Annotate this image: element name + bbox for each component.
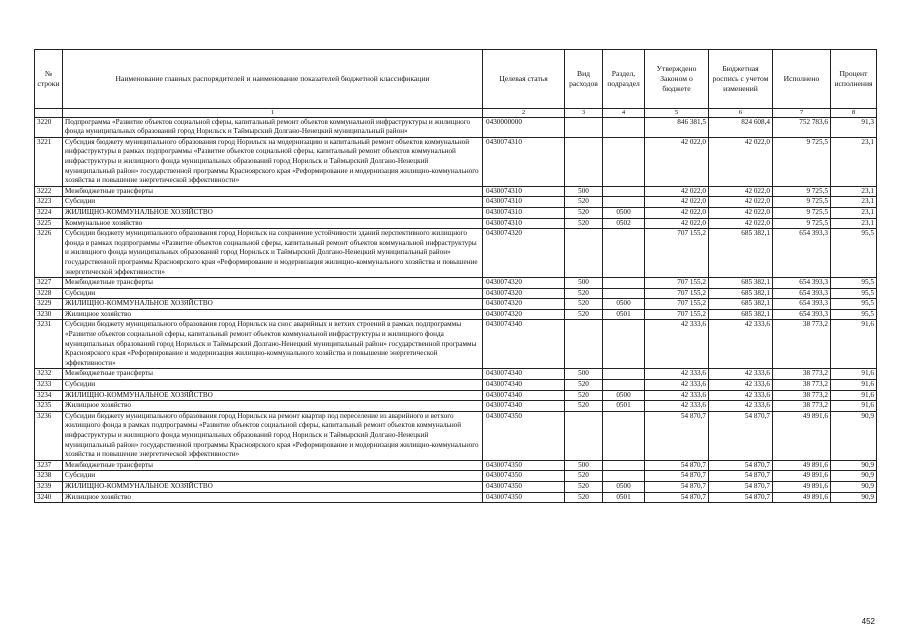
table-row — [35, 117, 877, 137]
row-budget-cell: 54 870,7 — [709, 411, 773, 460]
table-row — [35, 320, 877, 369]
row-executed-cell: 9 725,5 — [773, 186, 831, 197]
row-name-cell: ЖИЛИЩНО-КОММУНАЛЬНОЕ ХОЗЯЙСТВО — [63, 207, 483, 218]
table-row — [35, 369, 877, 380]
row-name-cell: Субсидии — [63, 197, 483, 208]
row-number-cell: 3234 — [35, 390, 63, 401]
row-percent-cell: 91,6 — [831, 401, 877, 412]
row-executed-cell: 654 393,3 — [773, 288, 831, 299]
table-row — [35, 288, 877, 299]
column-number — [35, 109, 63, 118]
row-executed-cell: 38 773,2 — [773, 380, 831, 391]
row-section-cell — [603, 278, 645, 289]
row-executed-cell: 654 393,3 — [773, 229, 831, 278]
row-budget-cell: 42 022,0 — [709, 218, 773, 229]
row-expense-type-cell: 500 — [565, 460, 603, 471]
column-number: 5 — [645, 109, 709, 118]
row-percent-cell: 90,9 — [831, 481, 877, 492]
row-approved-cell: 54 870,7 — [645, 481, 709, 492]
row-approved-cell: 42 333,6 — [645, 390, 709, 401]
row-name-cell: ЖИЛИЩНО-КОММУНАЛЬНОЕ ХОЗЯЙСТВО — [63, 299, 483, 310]
row-name-cell: Субсидии бюджету муниципального образования город Норильск на сохранение устойчивости зданий перспективного жилищного фонда в рамках подпрограммы «Развитие объектов социальной сферы, капитальный ремонт объектов коммунальной инфраструктуры и жилищного фонда муниципальных образований город Норильск и Таймырский Долгано-Ненецкий муниципальный район» государственной программы Красноярского края «Реформирование и модернизация жилищно-коммунального хозяйства и повышение энергетической эффективности» — [63, 229, 483, 278]
row-number-cell: 3239 — [35, 481, 63, 492]
row-number-cell: 3231 — [35, 320, 63, 369]
row-number-cell: 3223 — [35, 197, 63, 208]
row-expense-type-cell — [565, 117, 603, 137]
row-expense-type-cell: 500 — [565, 369, 603, 380]
row-section-cell — [603, 320, 645, 369]
row-number-cell: 3229 — [35, 299, 63, 310]
header-percent: Процент исполнения — [831, 50, 877, 109]
header-executed: Исполнено — [773, 50, 831, 109]
row-expense-type-cell: 520 — [565, 401, 603, 412]
header-target-article: Целевая статья — [483, 50, 565, 109]
row-number-cell: 3233 — [35, 380, 63, 391]
row-budget-cell: 42 022,0 — [709, 207, 773, 218]
row-number-cell: 3238 — [35, 471, 63, 482]
budget-table — [34, 49, 877, 503]
row-section-cell: 0502 — [603, 218, 645, 229]
column-number: 8 — [831, 109, 877, 118]
row-budget-cell: 685 382,1 — [709, 229, 773, 278]
row-executed-cell: 49 891,6 — [773, 460, 831, 471]
row-target-article-cell: 0430074310 — [483, 218, 565, 229]
row-section-cell: 0500 — [603, 207, 645, 218]
table-row — [35, 309, 877, 320]
row-executed-cell: 49 891,6 — [773, 492, 831, 503]
row-section-cell — [603, 288, 645, 299]
row-percent-cell: 90,9 — [831, 492, 877, 503]
row-budget-cell: 42 333,6 — [709, 401, 773, 412]
row-target-article-cell: 0430074310 — [483, 186, 565, 197]
row-approved-cell: 54 870,7 — [645, 460, 709, 471]
row-target-article-cell: 0430074350 — [483, 411, 565, 460]
row-approved-cell: 42 333,6 — [645, 369, 709, 380]
row-name-cell: Субсидии бюджету муниципального образования город Норильск на снос аварийных и ветхих строений в рамках подпрограммы «Развитие объектов социальной сферы, капитальный ремонт объектов коммунальной инфраструктуры и жилищного фонда муниципальных образований город Норильск и Таймырский Долгано-Ненецкий муниципальный район» государственной программы Красноярского края «Реформирование и модернизация жилищно-коммунального хозяйства и повышение энергетической эффективности» — [63, 320, 483, 369]
row-expense-type-cell: 520 — [565, 481, 603, 492]
row-target-article-cell: 0430074310 — [483, 137, 565, 186]
row-section-cell: 0500 — [603, 481, 645, 492]
header-name: Наименование главных распорядителей и наименование показателей бюджетной классификации — [63, 50, 483, 109]
row-approved-cell: 707 155,2 — [645, 288, 709, 299]
row-executed-cell: 9 725,5 — [773, 207, 831, 218]
row-section-cell — [603, 380, 645, 391]
row-section-cell: 0500 — [603, 390, 645, 401]
row-approved-cell: 54 870,7 — [645, 471, 709, 482]
row-executed-cell: 654 393,3 — [773, 278, 831, 289]
row-expense-type-cell: 520 — [565, 299, 603, 310]
row-name-cell: Коммунальное хозяйство — [63, 218, 483, 229]
row-target-article-cell: 0430074320 — [483, 288, 565, 299]
row-expense-type-cell: 520 — [565, 288, 603, 299]
table-row — [35, 380, 877, 391]
row-executed-cell: 49 891,6 — [773, 471, 831, 482]
row-budget-cell: 685 382,1 — [709, 278, 773, 289]
table-row — [35, 460, 877, 471]
table-row — [35, 492, 877, 503]
row-percent-cell: 91,6 — [831, 369, 877, 380]
row-expense-type-cell: 500 — [565, 278, 603, 289]
row-section-cell — [603, 117, 645, 137]
row-name-cell: Субсидии бюджету муниципального образования город Норильск на ремонт квартир под переселение из аварийного и ветхого жилищного фонда в рамках подпрограммы «Развитие объектов социальной сферы, капитальный ремонт объектов коммунальной инфраструктуры и жилищного фонда муниципальных образований город Норильск и Таймырский Долгано-Ненецкий муниципальный район» государственной программы Красноярского края «Реформирование и модернизация жилищно-коммунального хозяйства и повышение энергетической эффективности» — [63, 411, 483, 460]
row-approved-cell: 42 333,6 — [645, 320, 709, 369]
row-target-article-cell: 0430074340 — [483, 390, 565, 401]
row-approved-cell: 707 155,2 — [645, 278, 709, 289]
row-expense-type-cell: 520 — [565, 207, 603, 218]
row-budget-cell: 42 333,6 — [709, 320, 773, 369]
row-percent-cell: 23,1 — [831, 218, 877, 229]
row-target-article-cell: 0430074310 — [483, 197, 565, 208]
row-name-cell: Межбюджетные трансферты — [63, 369, 483, 380]
table-row — [35, 390, 877, 401]
row-expense-type-cell — [565, 229, 603, 278]
row-percent-cell: 23,1 — [831, 137, 877, 186]
row-number-cell: 3228 — [35, 288, 63, 299]
row-percent-cell: 91,6 — [831, 380, 877, 391]
row-executed-cell: 38 773,2 — [773, 401, 831, 412]
table-row — [35, 137, 877, 186]
row-name-cell: Межбюджетные трансферты — [63, 186, 483, 197]
row-expense-type-cell: 520 — [565, 380, 603, 391]
header-row-number: № строки — [35, 50, 63, 109]
row-executed-cell: 9 725,5 — [773, 137, 831, 186]
row-budget-cell: 42 333,6 — [709, 390, 773, 401]
row-name-cell: ЖИЛИЩНО-КОММУНАЛЬНОЕ ХОЗЯЙСТВО — [63, 390, 483, 401]
row-expense-type-cell: 520 — [565, 390, 603, 401]
row-approved-cell: 54 870,7 — [645, 411, 709, 460]
row-section-cell: 0500 — [603, 299, 645, 310]
row-section-cell: 0501 — [603, 492, 645, 503]
row-name-cell: Субсидии — [63, 288, 483, 299]
row-expense-type-cell: 500 — [565, 186, 603, 197]
row-expense-type-cell: 520 — [565, 218, 603, 229]
row-executed-cell: 654 393,3 — [773, 309, 831, 320]
row-approved-cell: 42 022,0 — [645, 218, 709, 229]
row-section-cell — [603, 186, 645, 197]
row-approved-cell: 42 022,0 — [645, 137, 709, 186]
table-row — [35, 218, 877, 229]
row-budget-cell: 42 022,0 — [709, 137, 773, 186]
row-section-cell: 0501 — [603, 401, 645, 412]
row-percent-cell: 91,6 — [831, 390, 877, 401]
row-approved-cell: 707 155,2 — [645, 299, 709, 310]
table-row — [35, 278, 877, 289]
row-target-article-cell: 0430074310 — [483, 207, 565, 218]
row-number-cell: 3232 — [35, 369, 63, 380]
row-percent-cell: 23,1 — [831, 207, 877, 218]
row-percent-cell: 95,5 — [831, 288, 877, 299]
row-number-cell: 3240 — [35, 492, 63, 503]
header-approved: Утверждено Законом о бюджете — [645, 50, 709, 109]
row-name-cell: Жилищное хозяйство — [63, 309, 483, 320]
row-number-cell: 3222 — [35, 186, 63, 197]
row-section-cell — [603, 229, 645, 278]
row-target-article-cell: 0430074320 — [483, 229, 565, 278]
row-section-cell — [603, 137, 645, 186]
table-row — [35, 481, 877, 492]
row-section-cell — [603, 471, 645, 482]
row-name-cell: Жилищное хозяйство — [63, 401, 483, 412]
row-expense-type-cell — [565, 320, 603, 369]
table-body — [35, 117, 877, 503]
row-budget-cell: 54 870,7 — [709, 481, 773, 492]
table-row — [35, 229, 877, 278]
row-number-cell: 3220 — [35, 117, 63, 137]
row-percent-cell: 90,9 — [831, 471, 877, 482]
row-percent-cell: 95,5 — [831, 278, 877, 289]
row-name-cell: Межбюджетные трансферты — [63, 460, 483, 471]
row-name-cell: Субсидии — [63, 471, 483, 482]
row-executed-cell: 38 773,2 — [773, 390, 831, 401]
row-percent-cell: 95,5 — [831, 299, 877, 310]
row-executed-cell: 49 891,6 — [773, 481, 831, 492]
table-row — [35, 207, 877, 218]
row-target-article-cell: 0430074340 — [483, 320, 565, 369]
header-budget-schedule: Бюджетная роспись с учетом изменений — [709, 50, 773, 109]
row-approved-cell: 42 022,0 — [645, 197, 709, 208]
row-budget-cell: 54 870,7 — [709, 492, 773, 503]
row-target-article-cell: 0430074320 — [483, 299, 565, 310]
table-row — [35, 299, 877, 310]
table-row — [35, 401, 877, 412]
row-section-cell — [603, 411, 645, 460]
row-number-cell: 3230 — [35, 309, 63, 320]
row-number-cell: 3227 — [35, 278, 63, 289]
row-expense-type-cell — [565, 137, 603, 186]
row-name-cell: Субсидия бюджету муниципального образования город Норильск на модернизацию и капитальный ремонт объектов коммунальной инфраструктуры в рамках подпрограммы «Развитие объектов социальной сферы, капитальный ремонт объектов коммунальной инфраструктуры и жилищного фонда муниципальных образований город Норильск и Таймырский Долгано-Ненецкий муниципальный район» государственной программы Красноярского края «Реформирование и модернизация жилищно-коммунального хозяйства и повышение энергетической эффективности» — [63, 137, 483, 186]
header-expense-type: Вид расходов — [565, 50, 603, 109]
table-row — [35, 411, 877, 460]
row-executed-cell: 38 773,2 — [773, 369, 831, 380]
row-approved-cell: 42 333,6 — [645, 380, 709, 391]
row-budget-cell: 42 333,6 — [709, 380, 773, 391]
table-row — [35, 471, 877, 482]
row-name-cell: ЖИЛИЩНО-КОММУНАЛЬНОЕ ХОЗЯЙСТВО — [63, 481, 483, 492]
row-expense-type-cell: 520 — [565, 492, 603, 503]
row-approved-cell: 42 022,0 — [645, 186, 709, 197]
column-number: 4 — [603, 109, 645, 118]
row-executed-cell: 38 773,2 — [773, 320, 831, 369]
row-approved-cell: 707 155,2 — [645, 309, 709, 320]
row-executed-cell: 752 783,6 — [773, 117, 831, 137]
row-target-article-cell: 0430074350 — [483, 492, 565, 503]
row-percent-cell: 95,5 — [831, 309, 877, 320]
row-target-article-cell: 0430074340 — [483, 401, 565, 412]
row-expense-type-cell: 520 — [565, 471, 603, 482]
row-budget-cell: 685 382,1 — [709, 309, 773, 320]
column-number-row — [35, 109, 877, 118]
row-name-cell: Субсидии — [63, 380, 483, 391]
row-budget-cell: 685 382,1 — [709, 288, 773, 299]
header-section: Раздел, подраздел — [603, 50, 645, 109]
row-approved-cell: 54 870,7 — [645, 492, 709, 503]
row-budget-cell: 685 382,1 — [709, 299, 773, 310]
row-target-article-cell: 0430074320 — [483, 278, 565, 289]
row-name-cell: Подпрограмма «Развитие объектов социальной сферы, капитальный ремонт объектов коммунальной инфраструктуры и жилищного фонда муниципальных образований город Норильск и Таймырский Долгано-Ненецкий муниципальный район» — [63, 117, 483, 137]
row-percent-cell: 90,9 — [831, 460, 877, 471]
table-row — [35, 186, 877, 197]
row-approved-cell: 846 381,5 — [645, 117, 709, 137]
column-number: 6 — [709, 109, 773, 118]
row-percent-cell: 95,5 — [831, 229, 877, 278]
row-number-cell: 3235 — [35, 401, 63, 412]
row-budget-cell: 42 022,0 — [709, 197, 773, 208]
row-executed-cell: 654 393,3 — [773, 299, 831, 310]
row-number-cell: 3226 — [35, 229, 63, 278]
row-percent-cell: 23,1 — [831, 197, 877, 208]
row-percent-cell: 91,6 — [831, 320, 877, 369]
row-budget-cell: 824 608,4 — [709, 117, 773, 137]
row-number-cell: 3237 — [35, 460, 63, 471]
column-number: 3 — [565, 109, 603, 118]
page-number: 452 — [861, 617, 875, 626]
row-expense-type-cell: 520 — [565, 309, 603, 320]
row-executed-cell: 9 725,5 — [773, 218, 831, 229]
row-expense-type-cell: 520 — [565, 197, 603, 208]
row-number-cell: 3225 — [35, 218, 63, 229]
row-budget-cell: 42 022,0 — [709, 186, 773, 197]
row-approved-cell: 42 333,6 — [645, 401, 709, 412]
row-budget-cell: 54 870,7 — [709, 471, 773, 482]
row-executed-cell: 9 725,5 — [773, 197, 831, 208]
row-budget-cell: 42 333,6 — [709, 369, 773, 380]
table-header-row — [35, 50, 877, 109]
row-number-cell: 3221 — [35, 137, 63, 186]
row-target-article-cell: 0430074340 — [483, 369, 565, 380]
row-expense-type-cell — [565, 411, 603, 460]
row-name-cell: Межбюджетные трансферты — [63, 278, 483, 289]
column-number: 2 — [483, 109, 565, 118]
row-executed-cell: 49 891,6 — [773, 411, 831, 460]
table-row — [35, 197, 877, 208]
column-number: 1 — [63, 109, 483, 118]
row-section-cell — [603, 197, 645, 208]
row-percent-cell: 91,3 — [831, 117, 877, 137]
row-section-cell: 0501 — [603, 309, 645, 320]
row-approved-cell: 707 155,2 — [645, 229, 709, 278]
row-target-article-cell: 0430000000 — [483, 117, 565, 137]
row-approved-cell: 42 022,0 — [645, 207, 709, 218]
row-section-cell — [603, 369, 645, 380]
column-number: 7 — [773, 109, 831, 118]
row-number-cell: 3236 — [35, 411, 63, 460]
row-target-article-cell: 0430074320 — [483, 309, 565, 320]
row-budget-cell: 54 870,7 — [709, 460, 773, 471]
row-target-article-cell: 0430074340 — [483, 380, 565, 391]
row-percent-cell: 90,9 — [831, 411, 877, 460]
row-target-article-cell: 0430074350 — [483, 481, 565, 492]
row-number-cell: 3224 — [35, 207, 63, 218]
row-name-cell: Жилищное хозяйство — [63, 492, 483, 503]
row-target-article-cell: 0430074350 — [483, 471, 565, 482]
row-target-article-cell: 0430074350 — [483, 460, 565, 471]
row-percent-cell: 23,1 — [831, 186, 877, 197]
row-section-cell — [603, 460, 645, 471]
